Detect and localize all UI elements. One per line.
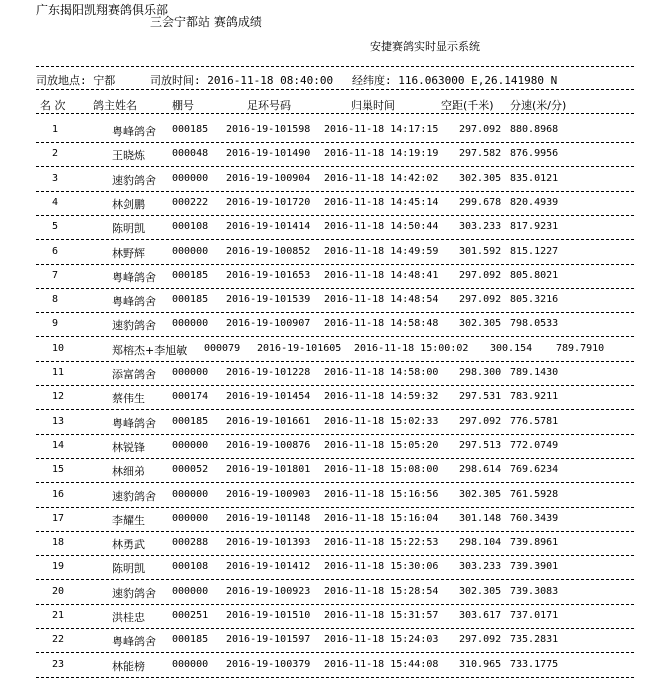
cell-loft: 000000 bbox=[172, 439, 209, 451]
cell-distance: 297.531 bbox=[459, 391, 502, 403]
table-row bbox=[0, 217, 654, 241]
cell-loft: 000000 bbox=[172, 318, 209, 330]
cell-loft: 000185 bbox=[172, 124, 209, 135]
system-title: 安捷赛鸽实时显示系统 bbox=[370, 40, 480, 53]
table-row bbox=[0, 509, 654, 533]
cell-ring: 2016-19-101605 bbox=[257, 342, 342, 354]
table-row bbox=[0, 363, 654, 387]
cell-speed: 876.9956 bbox=[510, 148, 559, 160]
cell-rank: 10 bbox=[52, 342, 65, 354]
cell-loft: 000288 bbox=[172, 537, 209, 549]
cell-owner: 速豹鸽舍 bbox=[112, 586, 156, 600]
table-row bbox=[0, 655, 654, 679]
cell-loft: 000000 bbox=[172, 172, 209, 184]
cell-rank: 13 bbox=[52, 415, 65, 427]
cell-distance: 302.305 bbox=[459, 488, 502, 500]
col-header-distance: 空距(千米) bbox=[441, 99, 494, 112]
row-divider bbox=[36, 579, 634, 580]
cell-rank: 17 bbox=[52, 512, 65, 524]
cell-rank: 19 bbox=[52, 561, 65, 573]
cell-rank: 3 bbox=[52, 172, 59, 184]
cell-ring: 2016-19-101597 bbox=[226, 634, 311, 646]
row-divider bbox=[36, 166, 634, 167]
cell-arrival: 2016-11-18 14:19:19 bbox=[324, 148, 439, 160]
cell-speed: 789.1430 bbox=[510, 367, 559, 378]
cell-distance: 297.513 bbox=[459, 439, 502, 451]
table-row bbox=[0, 193, 654, 217]
cell-rank: 21 bbox=[52, 610, 65, 621]
divider-header bbox=[36, 113, 634, 114]
cell-rank: 6 bbox=[52, 245, 59, 257]
cell-owner: 王晓炼 bbox=[112, 149, 145, 163]
cell-distance: 297.092 bbox=[459, 415, 502, 427]
cell-owner: 陈明凯 bbox=[112, 222, 145, 236]
release-coords: 经纬度: 116.063000 E,26.141980 N bbox=[352, 74, 558, 87]
cell-rank: 11 bbox=[52, 367, 65, 378]
cell-ring: 2016-19-101412 bbox=[226, 561, 311, 573]
cell-owner: 粤峰鸽舍 bbox=[112, 125, 156, 138]
cell-arrival: 2016-11-18 15:16:04 bbox=[324, 512, 439, 524]
row-divider bbox=[36, 312, 634, 313]
cell-speed: 776.5781 bbox=[510, 415, 559, 427]
cell-distance: 303.233 bbox=[459, 221, 502, 233]
cell-speed: 735.2831 bbox=[510, 634, 559, 646]
table-row bbox=[0, 485, 654, 509]
table-row bbox=[0, 266, 654, 290]
row-divider bbox=[36, 458, 634, 459]
table-row bbox=[0, 290, 654, 314]
cell-speed: 880.8968 bbox=[510, 124, 559, 135]
club-title: 广东揭阳凯翔赛鸽俱乐部 bbox=[36, 3, 169, 17]
cell-rank: 5 bbox=[52, 221, 59, 233]
cell-owner: 蔡伟生 bbox=[112, 392, 145, 406]
cell-owner: 林锐锋 bbox=[112, 440, 145, 454]
cell-speed: 739.3083 bbox=[510, 585, 559, 597]
cell-distance: 300.154 bbox=[490, 342, 533, 354]
cell-distance: 299.678 bbox=[459, 196, 502, 208]
cell-speed: 789.7910 bbox=[556, 342, 605, 354]
row-divider bbox=[36, 239, 634, 240]
cell-ring: 2016-19-101720 bbox=[226, 196, 311, 208]
cell-rank: 8 bbox=[52, 294, 59, 306]
cell-rank: 9 bbox=[52, 318, 59, 330]
cell-owner: 林野辉 bbox=[112, 246, 145, 260]
cell-loft: 000000 bbox=[172, 658, 209, 670]
cell-arrival: 2016-11-18 15:02:33 bbox=[324, 415, 439, 427]
cell-loft: 000185 bbox=[172, 415, 209, 427]
table-row bbox=[0, 606, 654, 630]
cell-ring: 2016-19-101393 bbox=[226, 537, 311, 549]
table-row bbox=[0, 169, 654, 193]
cell-arrival: 2016-11-18 15:22:53 bbox=[324, 537, 439, 549]
row-divider bbox=[36, 555, 634, 556]
cell-speed: 761.5928 bbox=[510, 488, 559, 500]
cell-ring: 2016-19-100903 bbox=[226, 488, 311, 500]
row-divider bbox=[36, 652, 634, 653]
release-location: 司放地点: 宁都 bbox=[36, 74, 116, 87]
cell-arrival: 2016-11-18 14:58:00 bbox=[324, 367, 439, 378]
row-divider bbox=[36, 264, 634, 265]
row-divider bbox=[36, 604, 634, 605]
cell-rank: 4 bbox=[52, 196, 59, 208]
cell-rank: 7 bbox=[52, 269, 59, 281]
row-divider bbox=[36, 336, 634, 337]
row-divider bbox=[36, 531, 634, 532]
cell-distance: 303.617 bbox=[459, 610, 502, 621]
cell-rank: 1 bbox=[52, 124, 59, 135]
cell-ring: 2016-19-101228 bbox=[226, 367, 311, 378]
cell-owner: 林勇武 bbox=[112, 538, 145, 552]
cell-speed: 817.9231 bbox=[510, 221, 559, 233]
cell-owner: 速豹鸽舍 bbox=[112, 319, 156, 333]
cell-owner: 添富鸽舍 bbox=[112, 368, 156, 381]
cell-arrival: 2016-11-18 14:59:32 bbox=[324, 391, 439, 403]
race-title: 三会宁都站 赛鸽成绩 bbox=[150, 15, 262, 29]
table-row bbox=[0, 387, 654, 411]
col-header-ring: 足环号码 bbox=[247, 99, 291, 112]
cell-speed: 805.8021 bbox=[510, 269, 559, 281]
cell-arrival: 2016-11-18 15:30:06 bbox=[324, 561, 439, 573]
release-time: 司放时间: 2016-11-18 08:40:00 bbox=[150, 74, 334, 87]
cell-loft: 000251 bbox=[172, 610, 209, 621]
cell-owner: 林细弟 bbox=[112, 465, 145, 479]
cell-arrival: 2016-11-18 15:05:20 bbox=[324, 439, 439, 451]
divider-info bbox=[36, 89, 634, 90]
cell-ring: 2016-19-100852 bbox=[226, 245, 311, 257]
cell-ring: 2016-19-101510 bbox=[226, 610, 311, 621]
table-row bbox=[0, 412, 654, 436]
cell-rank: 12 bbox=[52, 391, 65, 403]
cell-arrival: 2016-11-18 14:48:41 bbox=[324, 269, 439, 281]
cell-distance: 302.305 bbox=[459, 585, 502, 597]
cell-distance: 298.104 bbox=[459, 537, 502, 549]
row-divider bbox=[36, 628, 634, 629]
col-header-loft: 棚号 bbox=[172, 99, 194, 112]
cell-distance: 298.300 bbox=[459, 367, 502, 378]
row-divider bbox=[36, 142, 634, 143]
table-row bbox=[0, 242, 654, 266]
cell-owner: 粤峰鸽舍 bbox=[112, 270, 156, 284]
cell-distance: 301.592 bbox=[459, 245, 502, 257]
cell-owner: 林能榜 bbox=[112, 659, 145, 673]
cell-ring: 2016-19-100907 bbox=[226, 318, 311, 330]
cell-distance: 303.233 bbox=[459, 561, 502, 573]
cell-owner: 洪桂忠 bbox=[112, 611, 145, 624]
cell-loft: 000108 bbox=[172, 221, 209, 233]
cell-ring: 2016-19-101148 bbox=[226, 512, 311, 524]
cell-speed: 733.1775 bbox=[510, 658, 559, 670]
cell-ring: 2016-19-101454 bbox=[226, 391, 311, 403]
cell-speed: 760.3439 bbox=[510, 512, 559, 524]
cell-distance: 302.305 bbox=[459, 318, 502, 330]
cell-distance: 297.092 bbox=[459, 124, 502, 135]
cell-ring: 2016-19-101598 bbox=[226, 124, 311, 135]
cell-loft: 000108 bbox=[172, 561, 209, 573]
cell-distance: 297.582 bbox=[459, 148, 502, 160]
cell-ring: 2016-19-101490 bbox=[226, 148, 311, 160]
table-row bbox=[0, 630, 654, 654]
cell-speed: 739.3901 bbox=[510, 561, 559, 573]
divider-top bbox=[36, 66, 634, 67]
table-row bbox=[0, 460, 654, 484]
cell-rank: 14 bbox=[52, 439, 65, 451]
cell-speed: 835.0121 bbox=[510, 172, 559, 184]
row-divider bbox=[36, 191, 634, 192]
cell-loft: 000185 bbox=[172, 269, 209, 281]
col-header-arrival: 归巢时间 bbox=[351, 99, 395, 112]
cell-loft: 000000 bbox=[172, 245, 209, 257]
cell-distance: 301.148 bbox=[459, 512, 502, 524]
row-divider bbox=[36, 482, 634, 483]
cell-arrival: 2016-11-18 14:49:59 bbox=[324, 245, 439, 257]
cell-owner: 速豹鸽舍 bbox=[112, 173, 156, 187]
col-header-owner: 鸽主姓名 bbox=[93, 99, 137, 112]
cell-ring: 2016-19-101539 bbox=[226, 294, 311, 306]
row-divider bbox=[36, 507, 634, 508]
cell-loft: 000222 bbox=[172, 196, 209, 208]
row-divider bbox=[36, 215, 634, 216]
cell-speed: 737.0171 bbox=[510, 610, 559, 621]
cell-rank: 15 bbox=[52, 464, 65, 476]
cell-owner: 粤峰鸽舍 bbox=[112, 295, 156, 309]
row-divider bbox=[36, 385, 634, 386]
cell-owner: 陈明凯 bbox=[112, 562, 145, 576]
cell-loft: 000000 bbox=[172, 488, 209, 500]
cell-distance: 302.305 bbox=[459, 172, 502, 184]
cell-rank: 20 bbox=[52, 585, 65, 597]
cell-arrival: 2016-11-18 15:28:54 bbox=[324, 585, 439, 597]
cell-ring: 2016-19-101801 bbox=[226, 464, 311, 476]
cell-arrival: 2016-11-18 14:50:44 bbox=[324, 221, 439, 233]
cell-arrival: 2016-11-18 14:42:02 bbox=[324, 172, 439, 184]
row-divider bbox=[36, 288, 634, 289]
row-divider bbox=[36, 677, 634, 678]
table-row bbox=[0, 582, 654, 606]
cell-rank: 18 bbox=[52, 537, 65, 549]
table-row bbox=[0, 314, 654, 338]
cell-distance: 298.614 bbox=[459, 464, 502, 476]
cell-distance: 297.092 bbox=[459, 634, 502, 646]
cell-loft: 000079 bbox=[204, 342, 241, 354]
cell-speed: 783.9211 bbox=[510, 391, 559, 403]
cell-speed: 815.1227 bbox=[510, 245, 559, 257]
cell-distance: 310.965 bbox=[459, 658, 502, 670]
cell-ring: 2016-19-100876 bbox=[226, 439, 311, 451]
table-row bbox=[0, 339, 654, 363]
row-divider bbox=[36, 434, 634, 435]
cell-speed: 769.6234 bbox=[510, 464, 559, 476]
cell-ring: 2016-19-100923 bbox=[226, 585, 311, 597]
table-row bbox=[0, 120, 654, 144]
cell-speed: 798.0533 bbox=[510, 318, 559, 330]
col-header-rank: 名 次 bbox=[40, 99, 66, 112]
table-row bbox=[0, 557, 654, 581]
row-divider bbox=[36, 409, 634, 410]
cell-speed: 739.8961 bbox=[510, 537, 559, 549]
cell-arrival: 2016-11-18 15:44:08 bbox=[324, 658, 439, 670]
cell-loft: 000000 bbox=[172, 367, 209, 378]
table-row bbox=[0, 436, 654, 460]
cell-ring: 2016-19-101661 bbox=[226, 415, 311, 427]
cell-owner: 粤峰鸽舍 bbox=[112, 416, 156, 430]
cell-arrival: 2016-11-18 15:00:02 bbox=[354, 342, 469, 354]
cell-loft: 000000 bbox=[172, 512, 209, 524]
cell-arrival: 2016-11-18 15:16:56 bbox=[324, 488, 439, 500]
cell-owner: 李耀生 bbox=[112, 513, 145, 527]
cell-arrival: 2016-11-18 15:08:00 bbox=[324, 464, 439, 476]
cell-owner: 粤峰鸽舍 bbox=[112, 635, 156, 649]
cell-owner: 郑榕杰+李旭敏 bbox=[112, 343, 188, 357]
cell-ring: 2016-19-100379 bbox=[226, 658, 311, 670]
cell-rank: 23 bbox=[52, 658, 65, 670]
cell-rank: 22 bbox=[52, 634, 65, 646]
row-divider bbox=[36, 361, 634, 362]
cell-loft: 000174 bbox=[172, 391, 209, 403]
cell-distance: 297.092 bbox=[459, 269, 502, 281]
cell-arrival: 2016-11-18 15:31:57 bbox=[324, 610, 439, 621]
cell-loft: 000000 bbox=[172, 585, 209, 597]
cell-arrival: 2016-11-18 14:45:14 bbox=[324, 196, 439, 208]
cell-rank: 2 bbox=[52, 148, 59, 160]
table-row bbox=[0, 533, 654, 557]
cell-arrival: 2016-11-18 14:58:48 bbox=[324, 318, 439, 330]
cell-speed: 772.0749 bbox=[510, 439, 559, 451]
cell-speed: 820.4939 bbox=[510, 196, 559, 208]
cell-speed: 805.3216 bbox=[510, 294, 559, 306]
cell-owner: 林剑鹏 bbox=[112, 197, 145, 211]
cell-owner: 速豹鸽舍 bbox=[112, 489, 156, 503]
cell-arrival: 2016-11-18 14:17:15 bbox=[324, 124, 439, 135]
cell-rank: 16 bbox=[52, 488, 65, 500]
cell-arrival: 2016-11-18 15:24:03 bbox=[324, 634, 439, 646]
table-row bbox=[0, 144, 654, 168]
cell-loft: 000052 bbox=[172, 464, 209, 476]
cell-loft: 000185 bbox=[172, 634, 209, 646]
cell-arrival: 2016-11-18 14:48:54 bbox=[324, 294, 439, 306]
cell-loft: 000048 bbox=[172, 148, 209, 160]
cell-ring: 2016-19-101653 bbox=[226, 269, 311, 281]
cell-loft: 000185 bbox=[172, 294, 209, 306]
col-header-speed: 分速(米/分) bbox=[510, 99, 567, 112]
cell-ring: 2016-19-101414 bbox=[226, 221, 311, 233]
cell-distance: 297.092 bbox=[459, 294, 502, 306]
cell-ring: 2016-19-100904 bbox=[226, 172, 311, 184]
